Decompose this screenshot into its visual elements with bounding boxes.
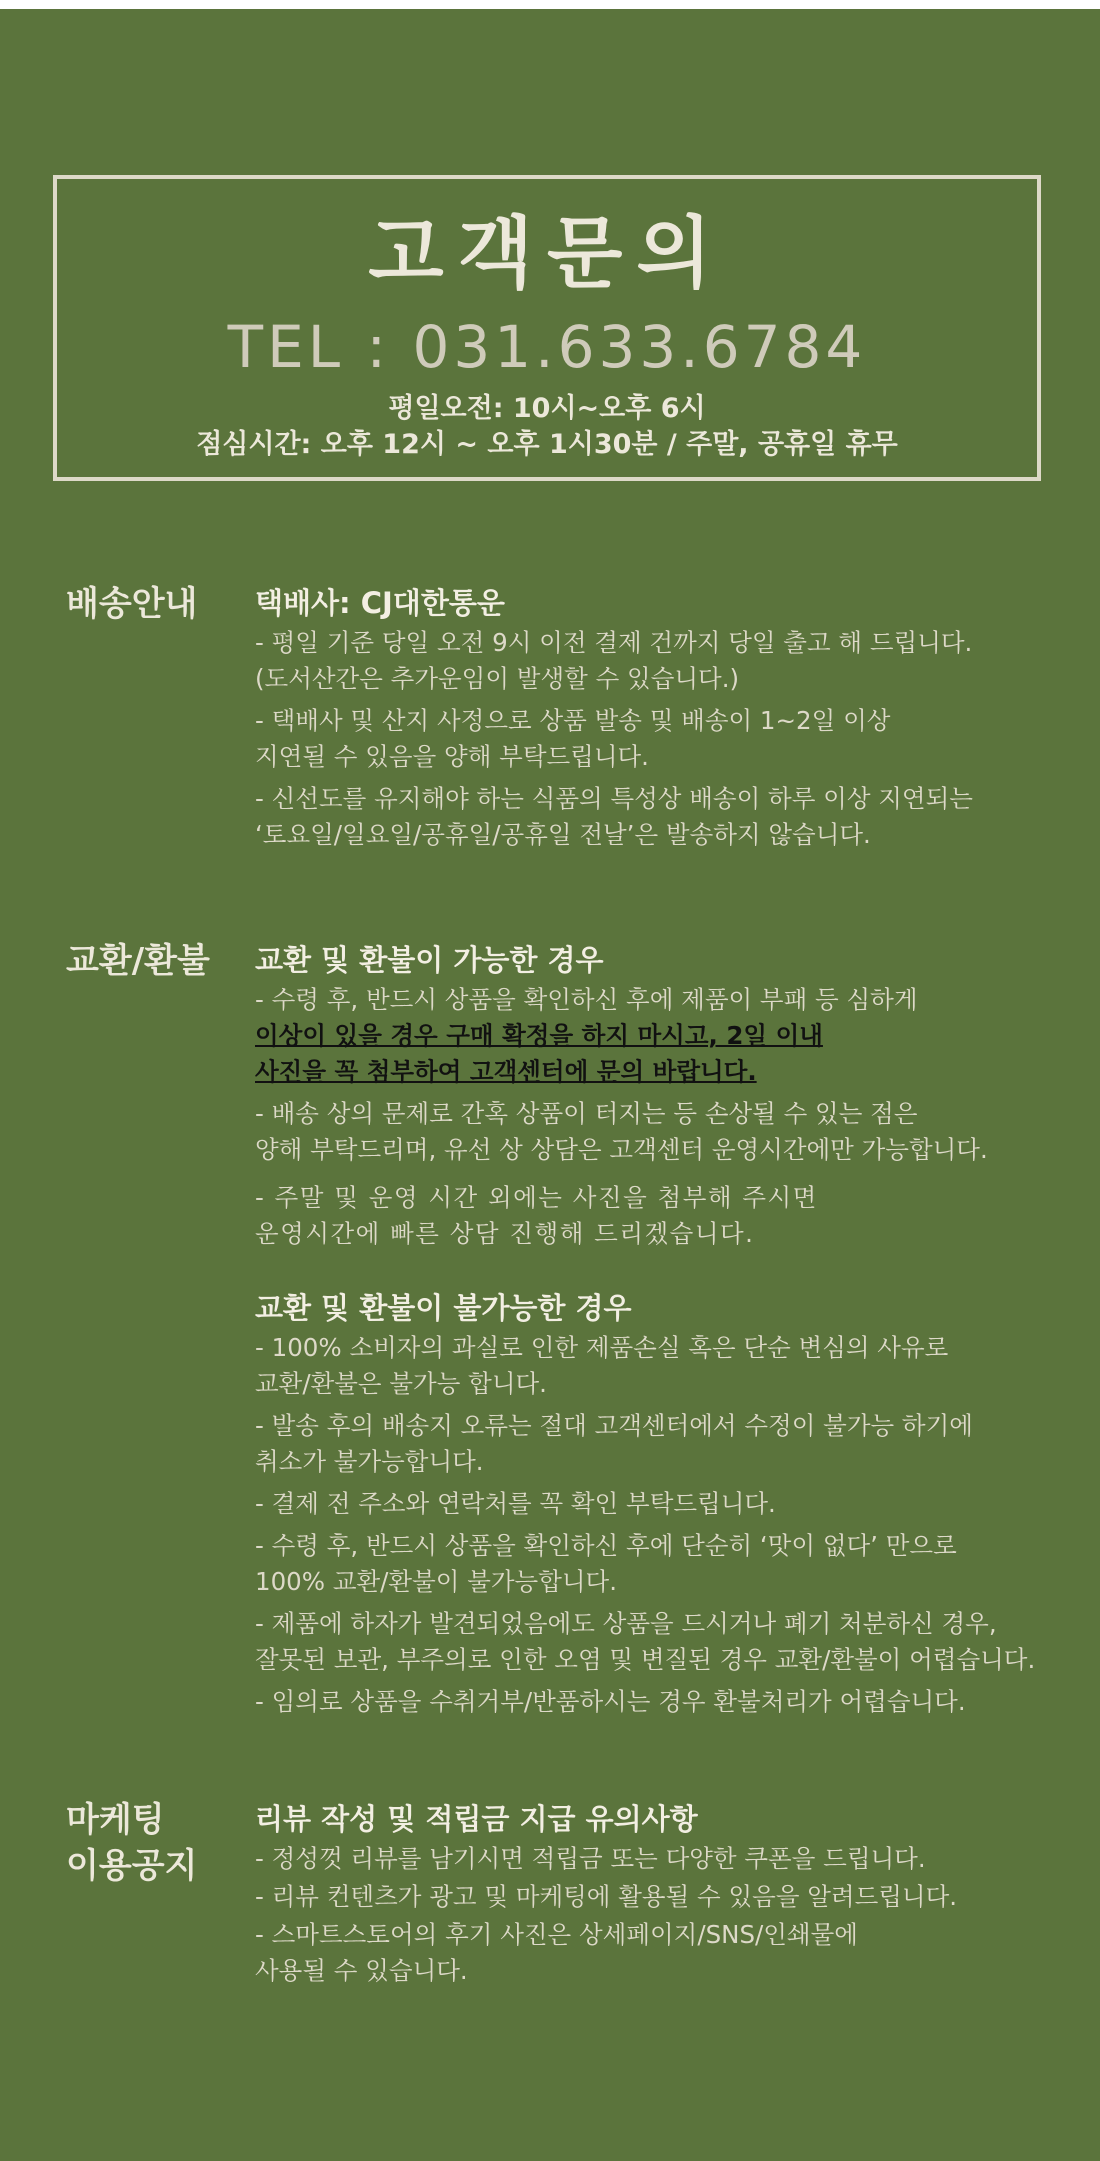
- exchange-section-label: 교환/환불: [66, 941, 210, 981]
- shipping-item: - 신선도를 유지해야 하는 식품의 특성상 배송이 하루 이상 지연되는 ‘토요일/일요일/공휴일/공휴일 전날’은 발송하지 않습니다.: [255, 784, 973, 849]
- contact-hours: [57, 391, 1037, 463]
- contact-box: [53, 175, 1041, 481]
- review-heading: 리뷰 작성 및 적립금 지급 유의사항: [255, 1802, 698, 1836]
- exchange-weekend-note: - 주말 및 운영 시간 외에는 사진을 첨부해 주시면 운영시간에 빠른 상담 진행해 드리겠습니다.: [255, 1183, 818, 1248]
- marketing-item: - 리뷰 컨텐츠가 광고 및 마케팅에 활용될 수 있음을 알려드립니다.: [255, 1882, 958, 1911]
- lunch-hours: 점심시간: 오후 12시 ~ 오후 1시30분 / 주말, 공휴일 휴무: [196, 429, 898, 460]
- contact-title: 고객문의: [368, 209, 726, 299]
- shipping-item: - 평일 기준 당일 오전 9시 이전 결제 건까지 당일 출고 해 드립니다. (도서산간은 추가운임이 발생할 수 있습니다.): [255, 628, 973, 693]
- weekday-hours: 평일오전: 10시~오후 6시: [388, 393, 706, 424]
- contact-phone: TEL : 031.633.6784: [227, 313, 867, 381]
- shipping-section-label: 배송안내: [66, 584, 198, 624]
- exchange-impossible-item: - 제품에 하자가 발견되었음에도 상품을 드시거나 폐기 처분하신 경우, 잘못된 보관, 부주의로 인한 오염 및 변질된 경우 교환/환불이 어렵습니다.: [255, 1609, 1036, 1674]
- exchange-impossible-heading: 교환 및 환불이 불가능한 경우: [255, 1291, 632, 1325]
- shipping-item: - 택배사 및 산지 사정으로 상품 발송 및 배송이 1~2일 이상 지연될 수 있음을 양해 부탁드립니다.: [255, 706, 891, 771]
- exchange-possible-item: - 배송 상의 문제로 간혹 상품이 터지는 등 손상될 수 있는 점은 양해 부탁드리며, 유선 상 상담은 고객센터 운영시간에만 가능합니다.: [255, 1099, 988, 1164]
- exchange-possible-intro: - 수령 후, 반드시 상품을 확인하신 후에 제품이 부패 등 심하게: [255, 985, 918, 1014]
- exchange-impossible-item: - 수령 후, 반드시 상품을 확인하신 후에 단순히 ‘맛이 없다’ 만으로 100% 교환/환불이 불가능합니다.: [255, 1531, 957, 1596]
- exchange-impossible-item: - 발송 후의 배송지 오류는 절대 고객센터에서 수정이 불가능 하기에 취소가 불가능합니다.: [255, 1411, 973, 1476]
- exchange-possible-heading: 교환 및 환불이 가능한 경우: [255, 943, 604, 977]
- section-spacer: [255, 1258, 1075, 1288]
- exchange-emphasis-notice: 이상이 있을 경우 구매 확정을 하지 마시고, 2일 이내 사진을 꼭 첨부하여 고객센터에 문의 바랍니다.: [255, 1021, 823, 1086]
- exchange-impossible-item: - 100% 소비자의 과실로 인한 제품손실 혹은 단순 변심의 사유로 교환/환불은 불가능 합니다.: [255, 1333, 949, 1398]
- marketing-section-label: 마케팅 이용공지: [66, 1800, 198, 1886]
- courier-heading: 택배사: CJ대한통운: [255, 586, 505, 620]
- exchange-impossible-item: - 결제 전 주소와 연락처를 꼭 확인 부탁드립니다.: [255, 1489, 776, 1518]
- marketing-item: - 스마트스토어의 후기 사진은 상세페이지/SNS/인쇄물에 사용될 수 있습니다.: [255, 1920, 858, 1985]
- exchange-section: [255, 940, 1075, 1726]
- page-background: [0, 9, 1100, 2161]
- marketing-item: - 정성껏 리뷰를 남기시면 적립금 또는 다양한 쿠폰을 드립니다.: [255, 1844, 926, 1873]
- shipping-section: [255, 583, 1075, 859]
- marketing-section: [255, 1799, 1075, 1995]
- exchange-impossible-item: - 임의로 상품을 수취거부/반품하시는 경우 환불처리가 어렵습니다.: [255, 1687, 966, 1716]
